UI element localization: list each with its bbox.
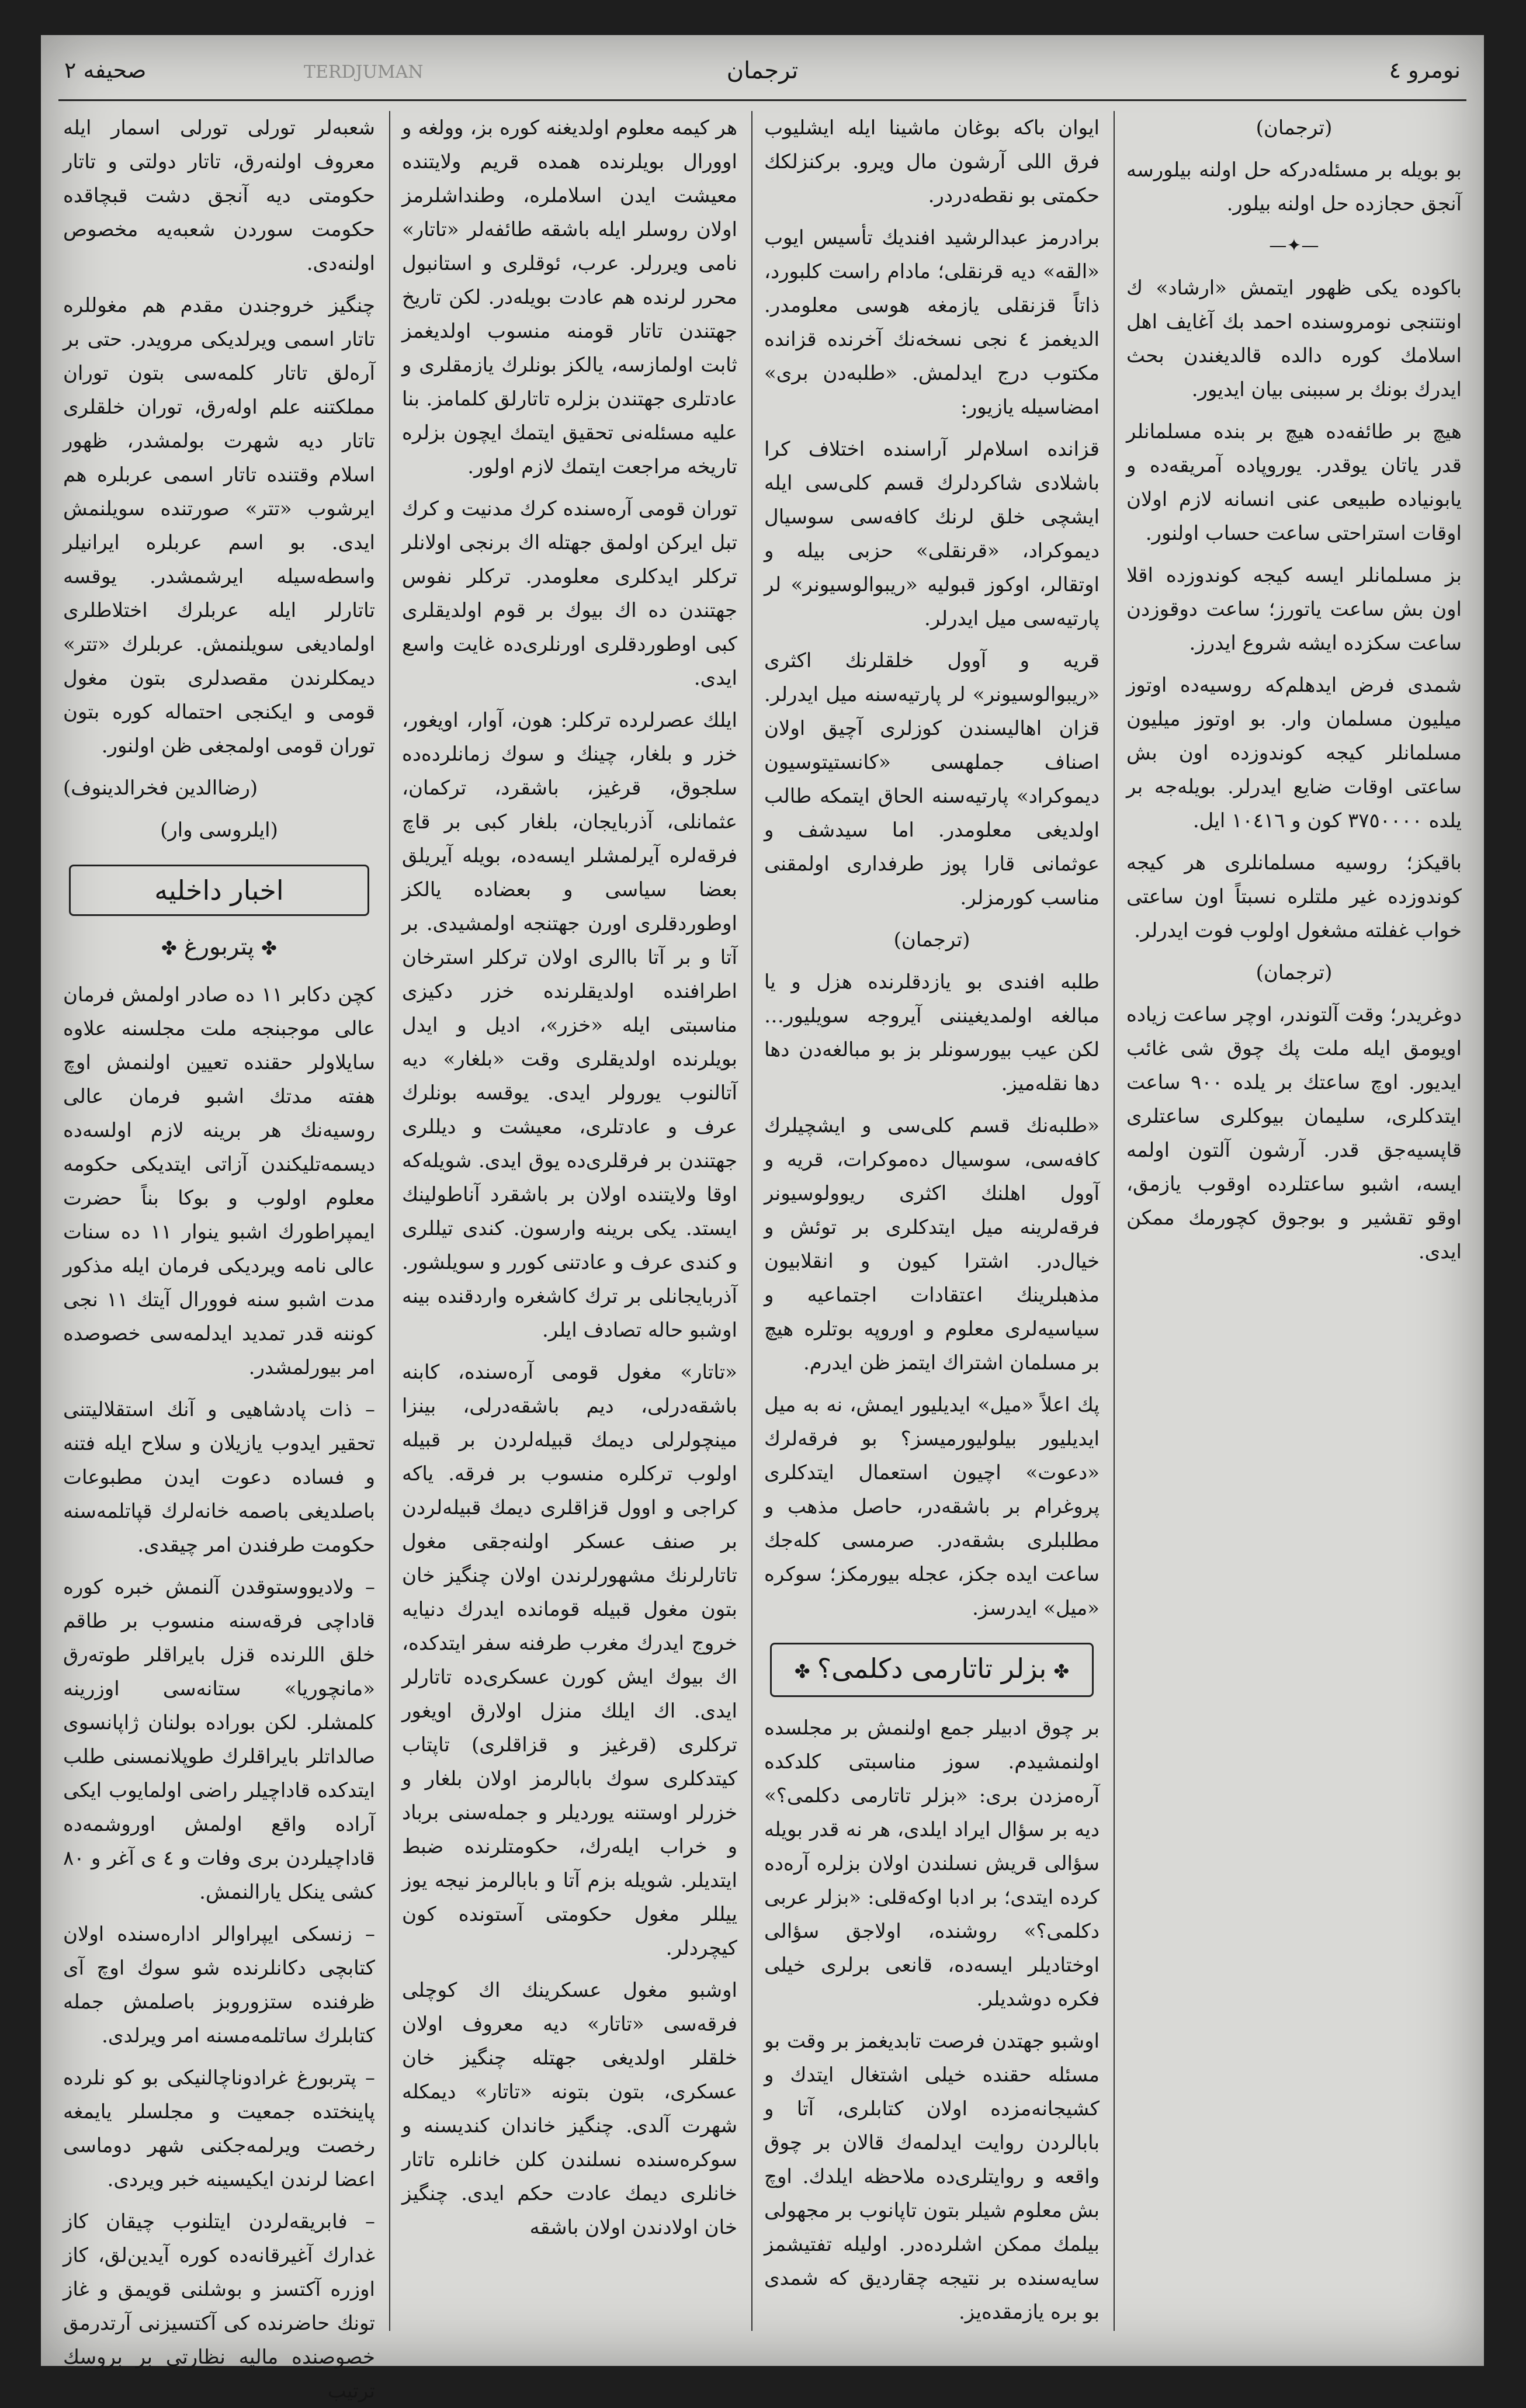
news-paragraph: – فابريقه‌لردن ايتلنوب چيقان كاز غدارك آغيرقانه‌ده كوره آيدين‌لق، كاز اوزره آكتسز و بوشلنى قويمق و غاز تونك حاضرنده كى آكتسيزنى آرتدرمق خصوصنده ماليه نظارتى بر بروسك ترتيب (63, 2210, 375, 2403)
news-paragraph: – ولاديووستوقدن آلنمش خبره كوره قاداچى فرقه‌سنه منسوب بر طاقم خلق اللرنده قزل بايراقلر طوتەرق «مانچوريا» ستانه‌سى اوزرينه كلمشلر. لكن بوراده بولنان ژاپانسوى صالداتلر بايراقلرك طوپلانمسنى طلب ايتدكده قاداچيلر راضى اولمايوب ايكى آراده واقع اولمش اوروشمه‌ده قاداچيلردن برى وفات و ٤ ى آغر و ٨٠ كشى ينكل يارالنمش. (63, 1576, 376, 1904)
article-paragraph: شمدى فرض ايدهلم‌كه روسيه‌ده اوتوز ميليون مسلمان وار. بو اوتوز ميليون مسلمانلر كيجه كوندوزده اون بش ساعتى اوقات ضايع ايدرلر. بويله‌جه بر يلده ٣٧٥٠٠٠٠ كون و ١٠٤١٦ ايل. (1126, 674, 1462, 832)
column-4 (53, 111, 386, 2403)
divider-ornament: —✦— (1269, 235, 1319, 256)
city-heading (63, 930, 375, 965)
source-label: (ترجمان) (893, 928, 970, 952)
article-heading-text: بزلر تاتارمى دكلمى؟ (817, 1653, 1047, 1684)
article-paragraph: ايوان باكه بوغان ماشينا ايله ايشليوب فرق اللى آرشون مال ويرو. بركنزلكك حكمتى بو نقطه‌دردر. (764, 116, 1100, 207)
news-paragraph: كچن دكابر ١١ ده صادر اولمش فرمان عالى موجبنجه ملت مجلسنه علاوه سايلاولر حقنده تعيين اولنمش اوچ هفته مدتك اشبو فرمان عالى روسيه‌نك هر برينه لازم اولسه‌ده ديسمه‌تليكندن آزاتى ايتديكى حكومه معلوم اولوب و بوكا بناً حضرت ايمپراطورك اشبو ينوار ١١ ده سنات عالى نامه ويرديكى فرمان ايله مذكور مدت اشبو سنه فوورال آيتك ١١ نجى كوننه قدر تمديد ايدلمه‌سى خصوصده امر بيورلمشدر. (63, 983, 376, 1379)
article-paragraph: شعبه‌لر تورلى تورلى اسمار ايله معروف اولنه‌رق، تاتار دولتى و تاتار حكومتى ديه آنجق دشت قبچاقده حكومت سوردن شعبه‌يه مخصوص اولنه‌دى. (63, 116, 375, 275)
article-paragraph: بر چوق ادبيلر جمع اولنمش بر مجلسده اولنمشيدم. سوز مناسبتى كلدكده آره‌مزدن برى: «بزلر تاتارمى دكلمى؟» ديه بر سؤال ايراد ايلدى، هر نه قدر بويله سؤالى قريش نسلندن اولان بزلره آره‌ده كرده ايتدى؛ بر ادبا اوكه‌قلى: «بزلر عربى دكلمى؟» روشنده، اولاجق سؤالى اوختاديلر ايسه‌ده، قانعى برلرى خيلى فكره دوشديلر. (764, 1716, 1100, 2011)
article-paragraph: بز مسلمانلر ايسه كيجه كوندوزده اقلا اون بش ساعت ياتورز؛ ساعت دوقوزدن ساعت سكزده ايشه شروع ايدرز. (1126, 564, 1462, 655)
issue-number: نومرو ٤ (1389, 57, 1461, 83)
page-number: صحيفه ٢ (64, 57, 147, 83)
article-heading (770, 1643, 1094, 1697)
article-paragraph: اوشبو مغول عسكرينك اك كوچلى فرقه‌سى «تاتار» ديه معروف اولان خلقلر اولديغى جهتله چنگيز خان عسكرى، بتون بتونه «تاتار» ديمكله شهرت آلدى. چنگيز خاندان كنديسنه و سوكره‌سنده نسلندن كلن خانلره تاتار خانلرى ديمك عادت حكم ايدى. چنگيز خان اولادندن اولان باشقه (402, 1979, 737, 2239)
section-heading: اخبار داخليه (69, 865, 369, 916)
city-heading-text: پتربورغ (183, 934, 255, 960)
article-paragraph: توران قومى آره‌سنده كرك مدنيت و كرك تبل ايركن اولمق جهتله اك برنجى اولانلر تركلر ايدكلرى معلومدر. تركلر نفوس جهتندن ده اك بيوك بر قوم اولديقلرى كبى اوطوردقلرى اورنلرى‌ده غايت واسع ايدى. (402, 497, 737, 690)
author-signature: (رضاالدين فخرالدينوف) (63, 776, 258, 800)
article-paragraph: پك اعلاً «ميل» ايديليور ايمش، نه به ميل ايديليور بيلوليورميسز؟ بو فرقه‌لرك «دعوت» اچيون استعمال ايتدكلرى پروغرام بر باشقه‌در، حاصل مذهب و مطلبلرى بشقه‌در. صرمسى كله‌جك ساعت ايده جكز، عجله بيورمكز؛ سوكره «ميل» ايدرسز. (764, 1393, 1100, 1620)
source-label: (ترجمان) (1256, 116, 1333, 140)
column-rule (751, 111, 752, 2331)
masthead (58, 47, 1466, 101)
column-1 (1116, 111, 1472, 2331)
newspaper-page (41, 35, 1484, 2403)
masthead-title: ترجمان (726, 57, 799, 84)
column-3 (391, 111, 748, 2331)
source-label: (ترجمان) (1256, 961, 1333, 984)
ornament-icon: ✤ (1053, 1660, 1070, 1682)
article-paragraph: چنگيز خروجندن مقدم هم مغوللره تاتار اسمى ويرلديكى مرويدر. حتى بر آرەلق تاتار كلمه‌سى بتون توران مملكتنه علم اولەرق، توران خلقلرى تاتار ديه شهرت بولمشدر، ظهور اسلام وقتنده تاتار اسمى عربلره هم ايرشوب «تتر» صورتنده سويلنمش ايدى. بو اسم عربلره ايرانيلر واسطه‌سيله ايرشمشدر. يوقسه تاتارلر ايله عربلرك اختلاطلرى اولماديغى سويلنمش. عربلرك «تتر» ديمكلرندن مقصدلرى بتون مغول قومى و ايكنجى احتماله كوره بتون توران قومى اولمجغى ظن اولنور. (63, 294, 375, 758)
news-paragraph: – ذات پادشاهيى و آنك استقلاليتنى تحقير ايدوب يازيلان و سلاح ايله فتنه و فساده دعوت ايدن مطبوعات باصلديغى باصمه خانه‌لرك قپاتلمه‌سنه حكومت طرفندن امر چيقدى. (63, 1398, 375, 1557)
article-paragraph: اوشبو جهتدن فرصت تابديغمز بر وقت بو مسئله حقنده خيلى اشتغال ايتدك و كشيجانه‌مزده اولان كتابلرى، آتا و بابالردن روايت ايدلمه‌ك قالان بر چوق واقعه و روايتلرى‌ده ملاحظه ايلدك. اوچ بش معلوم شيلر بتون تاپانوب بر مجهولى بيلمك ممكن اشلرده‌در. اوليله تفتيشمز سايه‌سنده بر نتيجه چقارديق كه شمدى بو بره يازمقده‌يز. (764, 2029, 1100, 2324)
article-paragraph: قزانده اسلام‌لر آراسنده اختلاف كرا باشلادى شاكردلرك قسم كلى‌سى ايله ايشچى خلق لرنك كافه‌سى سوسيال ديموكراد، «قرنقلى» حزبى بيله و اوتقالر، اوكوز قبوليه «ريبوالوسيونر» لر پارتيه‌سى ميل ايدرلر. (764, 438, 1100, 630)
masthead-latin-title: TERDJUMAN (304, 62, 424, 82)
article-paragraph: بو بويله بر مسئله‌دركه حل اولنه بيلورسه آنجق حجازده حل اولنه بيلور. (1126, 158, 1462, 216)
article-paragraph: هيچ بر طائفه‌ده هيچ بر بنده مسلمانلر قدر ياتان يوقدر. يوروپاده آمريقه‌ده و يابونياده طبيعى عنى انسانه لازم اولان اوقات استراحتى ساعت حساب اولنور. (1126, 420, 1462, 545)
continued-note: (ايلروسى وار) (160, 818, 278, 842)
column-rule (1114, 111, 1115, 2331)
news-paragraph: – زنسكى ايپراوالر اداره‌سنده اولان كتابچى دكانلرنده شو سوك اوچ آى ظرفنده ستزوروبز باصلمش جمله كتابلرك ساتلمه‌مسنه امر ويرلدى. (63, 1923, 375, 2048)
column-2 (754, 111, 1110, 2331)
article-paragraph: طلبه افندى بو يازدقلرنده هزل و يا مبالغه اولمديغيننى آيروجه سويليور… لكن عيب بيورسونلر بز بو مبالغه‌دن دها دها نقله‌ميز. (764, 970, 1100, 1095)
article-paragraph: هر كيمه معلوم اولديغنه كوره بز، وولغه و اوورال بويلرنده همده قريم ولايتنده معيشت ايدن اسلاملره، وطنداشلرمز اولان روسلر ايله باشقه طائفه‌لر «تاتار» نامى ويررلر. عرب، ئوقلرى و استانبول محرر لرنده هم عادت بويله‌در. لكن تاريخ جهتندن تاتار قومنه منسوب اولديغمز ثابت اولمازسه، يالكز بونلرك يازمقلرى و عادتلرى جهتندن بزلره تاتارلق كلمامز. بنا عليه مسئله‌نى تحقيق ايتمك ايچون بزلره تاريخه مراجعت ايتمك لازم اولور. (402, 116, 737, 478)
article-paragraph: قريه و آوول خلقلرنك اكثرى «ريبوالوسيونر» لر پارتيه‌سنه ميل ايدرلر. قزان اهاليسندن كوزلرى آچيق اولان اصناف جملهسى «كانستيتوسيون ديموكراد» پارتيه‌سنه الحاق ايتمكه طالب اولديغى معلومدر. اما سيدشف و عوثمانى قارا پوز طرفدارى اولمقنى مناسب كورمزلر. (764, 649, 1100, 910)
article-paragraph: «تاتار» مغول قومى آره‌سنده، كابنه باشقه‌درلى، ديم باشقه‌درلى، بينزا مينچولرلى ديمك قبيله‌لردن بر قبيله اولوب تركلره منسوب بر فرقه. ياكه كراجى و اوول قزاقلرى ديمك قبيله‌لردن بر صنف عسكر اولنه‌جقى مغول تاتارلرنك مشهورلرندن اولان چنگيز خان بتون مغول قبيله قومانده ايدرك دنيايه خروج ايدرك مغرب طرفنه سفر ايتدكده، اك بيوك ايش كورن عسكرى‌ده تاتارلر ايدى. اك ايلك منزل اولارق اويغور تركلرى (قرغيز و قزاقلرى) تاپتاب كيتدكلرى سوك بابالرمز اولان بلغار و خزرلر اوستنه يورديلر و جمله‌سنى برباد و خراب ايله‌رك، حكومتلرنده ضبط ايتديلر. شويله بزم آتا و بابالرمز نيجه يوز ييللر مغول حكومتى آستونده كون كيچردلر. (402, 1361, 737, 1960)
ornament-icon: ✤ (794, 1660, 810, 1682)
article-paragraph: باقيكز؛ روسيه مسلمانلرى هر كيجه كوندوزده غير ملتلره نسبتاً اون ساعتى خواب غفلته مشغول اولوب فوت ايدرلر. (1126, 851, 1462, 942)
ornament-icon: ✤ (161, 937, 177, 959)
column-rule (389, 111, 390, 2331)
article-paragraph: دوغريدر؛ وقت آلتوندر، اوچر ساعت زياده اويومق ايله ملت پك چوق شى غائب ايديور. اوچ ساعتك بر يلده ٩٠٠ ساعت ايتدكلرى، سليمان بيوكلرى ساعتلرى قاپسيه‌جق قدر. آرشون آلتون اولمه ايسه، اشبو ساعتلرده اوقوب يازمق، اوقو تقشير و بوجوق كچورمك ممكن ايدى. (1126, 1003, 1462, 1264)
article-paragraph: «طلبه‌نك قسم كلى‌سى و ايشچيلرك كافه‌سى، سوسيال ده‌موكرات، قريه و آوول اهلنك اكثرى ريوولوسيونر فرقه‌لرينه ميل ايتدكلرى بر توئش و خيال‌در. اشترا كيون و انقلابيون مذهبلرينك اعتقادات اجتماعيه و سياسيه‌لرى معلوم و اوروپه بوتلره هيچ بر مسلمان اشتراك ايتمز ظن ايدرم. (764, 1114, 1100, 1375)
article-paragraph: برادرمز عبدالرشيد افنديك تأسيس ايوب «القه» ديه قرنقلى‌؛ ما‌دام راست كلبورد، ذاتاً قزنقلى يازمغه هوسى معلومدر. الديغمز ٤ نجى نسخه‌نك آخرنده قزانده مكتوب درج ايدلمش. «طلبه‌دن برى» امضاسيله يازيور: (764, 226, 1100, 419)
ornament-icon: ✤ (261, 937, 277, 959)
article-paragraph: ايلك عصرلرده تركلر: هون، آوار، اويغور، خزر و بلغار، چينك و سوك زمانلرده‌ده سلجوق، قرغيز، باشقرد، تركمان، عثمانلى، آذربايجان، بلغار كبى بر قاچ فرقه‌لره آيرلمشلر ايسه‌ده، بويله آيريلق بعضا سياسى و بعضاده يالكز اوطوردقلرى اورن جهتنجه اولمشيدى. بر آتا و بر آتا باالرى اولان تركلر استرخان اطرافنده اولديقلرنده خزر دكيزى مناسبتى ايله «خزر»، اديل و ايدل بويلرنده اولديقلرى وقت «بلغار» ديه آتالنوب يورولر ايدى. يوقسه بونلرك عرف و عادتلرى، معيشت و ديللرى جهتندن بر فرقلرى‌ده يوق ايدى. شويله‌كه اوقا ولايتنده اولان بر باشقرد آناطولينك ايستد. يكى برينه وارسون. كندى تيللرى و كندى عرف و عادتنى كورر و سويلشور. آذربايجانلى بر ترك كاشغره واردقنده بينه اوشبو حاله تصادف ايلر. (402, 709, 737, 1342)
news-paragraph: – پتربورغ غرادوناچالنيكى بو كو نلرده پاينختده جمعيت و مجلسلر يايمغه رخصت ويرلمه‌جكنى شهر دوماسى اعضا لرندن ايكيسينه خبر ويردى. (63, 2066, 375, 2191)
article-paragraph: باكوده يكى ظهور ايتمش «ارشاد» ك اونتنجى نومروسنده احمد بك آغايف اهل اسلامك كوره دالده قالديغندن بحث ايدرك بونك بر سببنى بيان ايديور. (1126, 276, 1462, 401)
